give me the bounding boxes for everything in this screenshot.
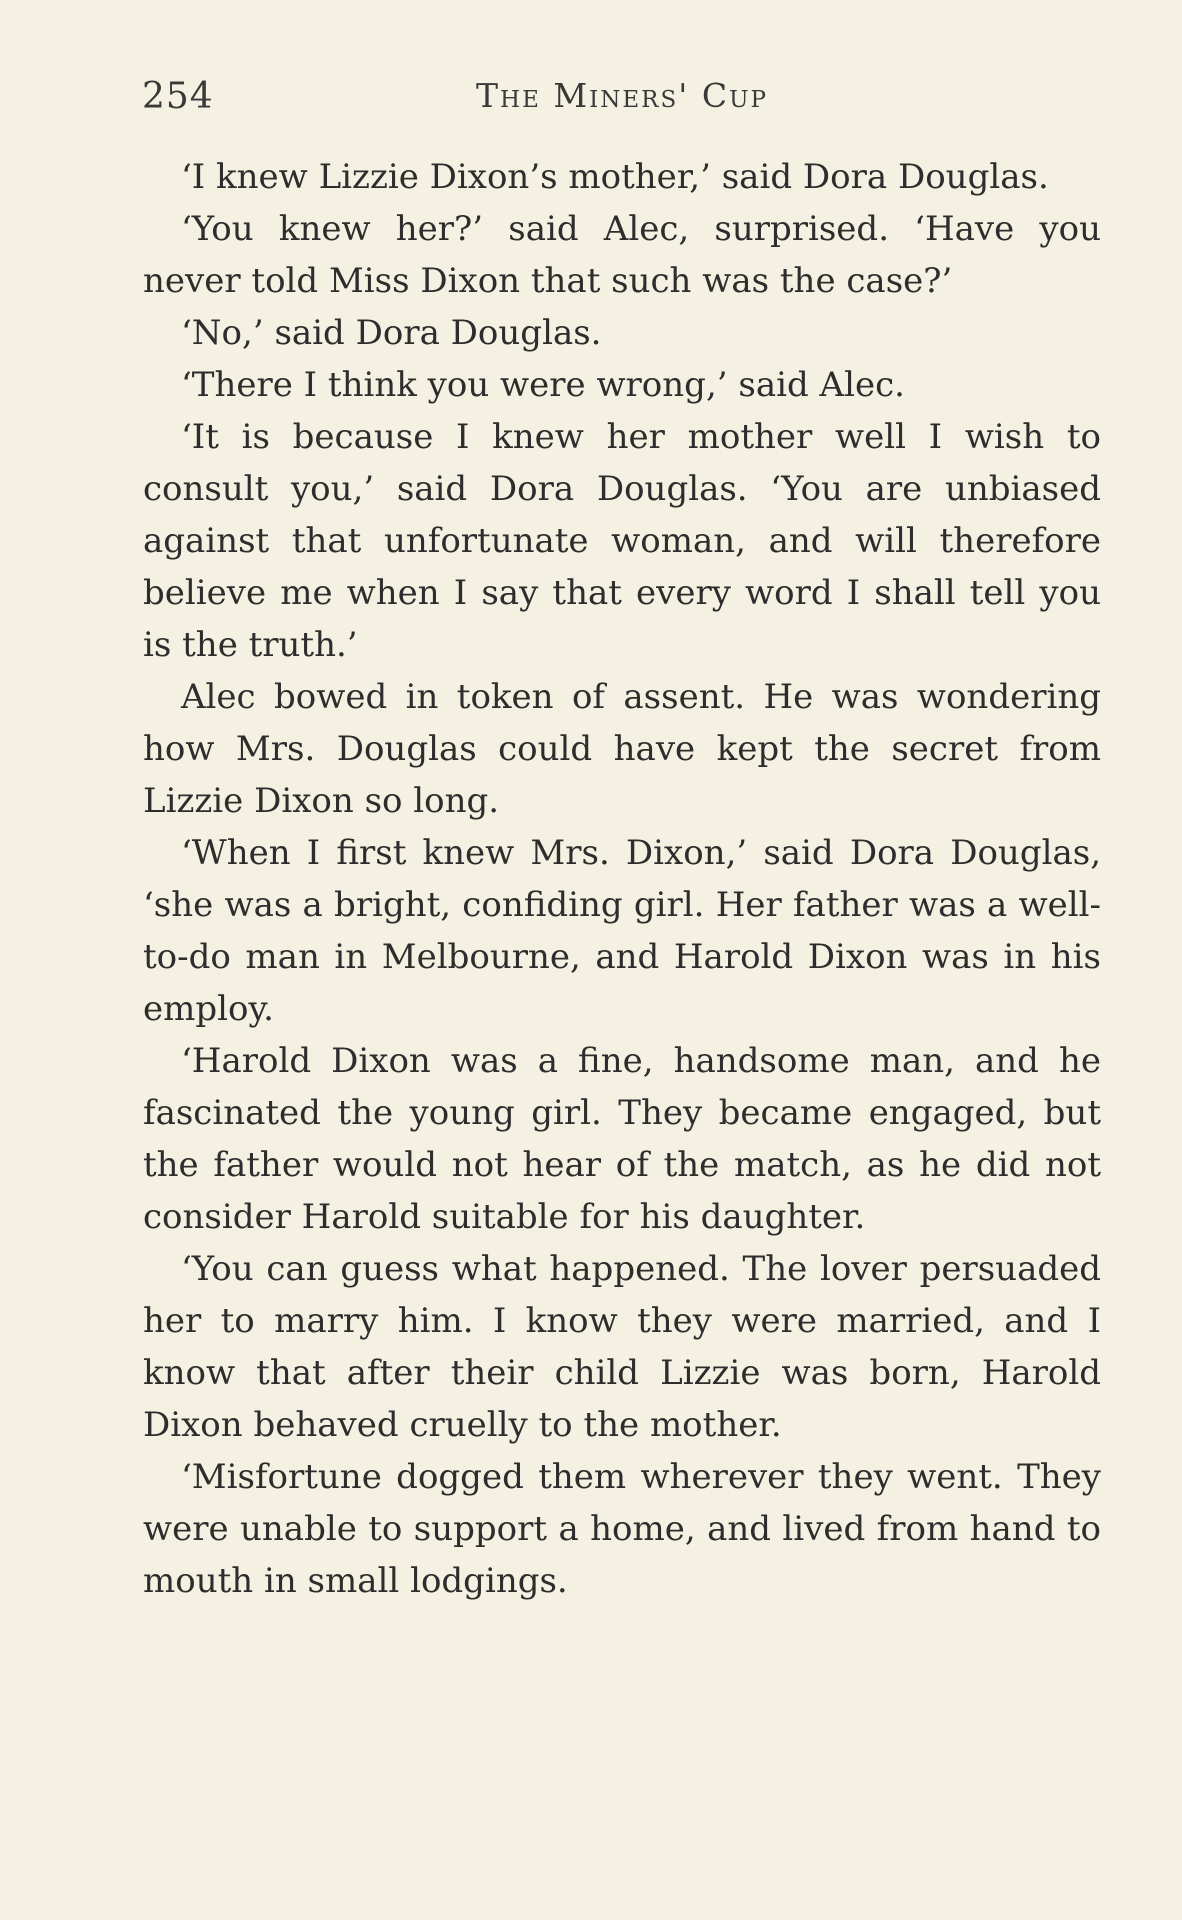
body-text (143, 151, 1101, 1607)
paragraph: ‘I knew Lizzie Dixon’s mother,’ said Dora Douglas. (181, 157, 1049, 197)
running-head (142, 72, 1102, 132)
paragraph: ‘There I think you were wrong,’ said Alec. (181, 365, 905, 405)
paragraph: ‘You knew her?’ said Alec, surprised. ‘Have you never told Miss Dixon that such was the case?’ (143, 209, 1101, 301)
paragraph: ‘Misfortune dogged them wherever they went. They were unable to support a home, and lived from hand to mouth in small lodgings. (143, 1457, 1101, 1601)
paragraph: ‘When I first knew Mrs. Dixon,’ said Dora Douglas, ‘she was a bright, confiding girl. Her father was a well-to-do man in Melbourne, and Harold Dixon was in his employ. (143, 833, 1101, 1029)
running-title: The Miners' Cup (476, 76, 768, 115)
paragraph: ‘It is because I knew her mother well I wish to consult you,’ said Dora Douglas. ‘You are unbiased against that unfortunate woman, and will therefore believe me when I say that every word I shall tell you is the truth.’ (143, 417, 1101, 665)
page-number: 254 (142, 76, 214, 117)
paragraph: ‘Harold Dixon was a fine, handsome man, and he fascinated the young girl. They became engaged, but the father would not hear of the match, as he did not consider Harold suitable for his daughter. (143, 1041, 1101, 1237)
paragraph: ‘You can guess what happened. The lover persuaded her to marry him. I know they were married, and I know that after their child Lizzie was born, Harold Dixon behaved cruelly to the mother. (143, 1249, 1101, 1445)
paragraph: Alec bowed in token of assent. He was wondering how Mrs. Douglas could have kept the secret from Lizzie Dixon so long. (143, 677, 1101, 821)
paragraph: ‘No,’ said Dora Douglas. (181, 313, 602, 353)
